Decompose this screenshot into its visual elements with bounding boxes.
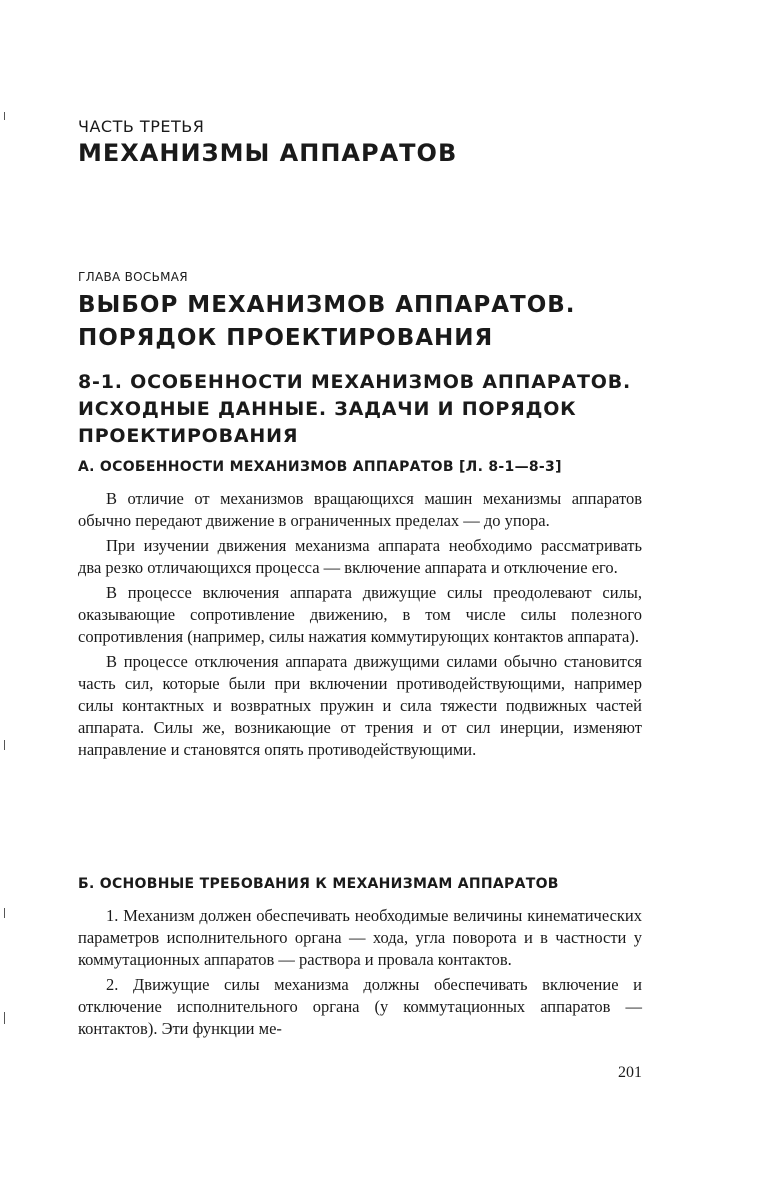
margin-mark (4, 908, 5, 918)
paragraph: В процессе отключения аппарата движущими силами обычно становится часть сил, которые были при включении противодействующими, например силы контактных и возвратных пружин и сила тяжести подвижных частей аппарата. Силы же, возникающие от трения и от сил инерции, изменяют направление и становятся опять противодействующими. (78, 652, 642, 759)
margin-mark (4, 740, 5, 750)
chapter-title-line: ВЫБОР МЕХАНИЗМОВ АППАРАТОВ. (78, 292, 576, 318)
paragraph: В отличие от механизмов вращающихся машин механизмы аппаратов обычно передают движение в ограниченных пределах — до упора. (78, 489, 642, 530)
subsection-b-heading: Б. ОСНОВНЫЕ ТРЕБОВАНИЯ К МЕХАНИЗМАМ АППАРАТОВ (78, 876, 559, 892)
section-title-line: 8-1. ОСОБЕННОСТИ МЕХАНИЗМОВ АППАРАТОВ. (78, 371, 631, 393)
section-title-line: ИСХОДНЫЕ ДАННЫЕ. ЗАДАЧИ И ПОРЯДОК (78, 398, 577, 420)
paragraph: В процессе включения аппарата движущие силы преодолевают силы, оказывающие сопротивление движению, в том числе силы полезного сопротивления (например, силы нажатия коммутирующих контактов аппарата). (78, 583, 642, 646)
subsection-b-body (78, 905, 642, 1040)
part-label: ЧАСТЬ ТРЕТЬЯ (78, 117, 205, 136)
book-page (78, 0, 642, 1199)
paragraph: При изучении движения механизма аппарата необходимо рассматривать два резко отличающихся процесса — включение аппарата и отключение его. (78, 536, 642, 577)
subsection-a-body (78, 488, 642, 761)
margin-mark (4, 1012, 5, 1024)
section-title-line: ПРОЕКТИРОВАНИЯ (78, 425, 299, 447)
part-title: МЕХАНИЗМЫ АППАРАТОВ (78, 139, 458, 167)
section-title (78, 369, 642, 450)
chapter-title-line: ПОРЯДОК ПРОЕКТИРОВАНИЯ (78, 325, 494, 351)
paragraph: 1. Механизм должен обеспечивать необходимые величины кинематических параметров исполнительного органа — хода, угла поворота и в частности у коммутационных аппаратов — раствора и провала контактов. (78, 906, 642, 969)
subsection-a-heading: А. ОСОБЕННОСТИ МЕХАНИЗМОВ АППАРАТОВ [Л. 8-1—8-3] (78, 459, 562, 475)
chapter-title (78, 289, 576, 355)
page-number: 201 (618, 1064, 642, 1081)
chapter-label: ГЛАВА ВОСЬМАЯ (78, 270, 188, 284)
margin-mark (4, 112, 5, 120)
paragraph: 2. Движущие силы механизма должны обеспечивать включение и отключение исполнительного органа (у коммутационных аппаратов — контактов). Эти функции ме- (78, 975, 642, 1038)
